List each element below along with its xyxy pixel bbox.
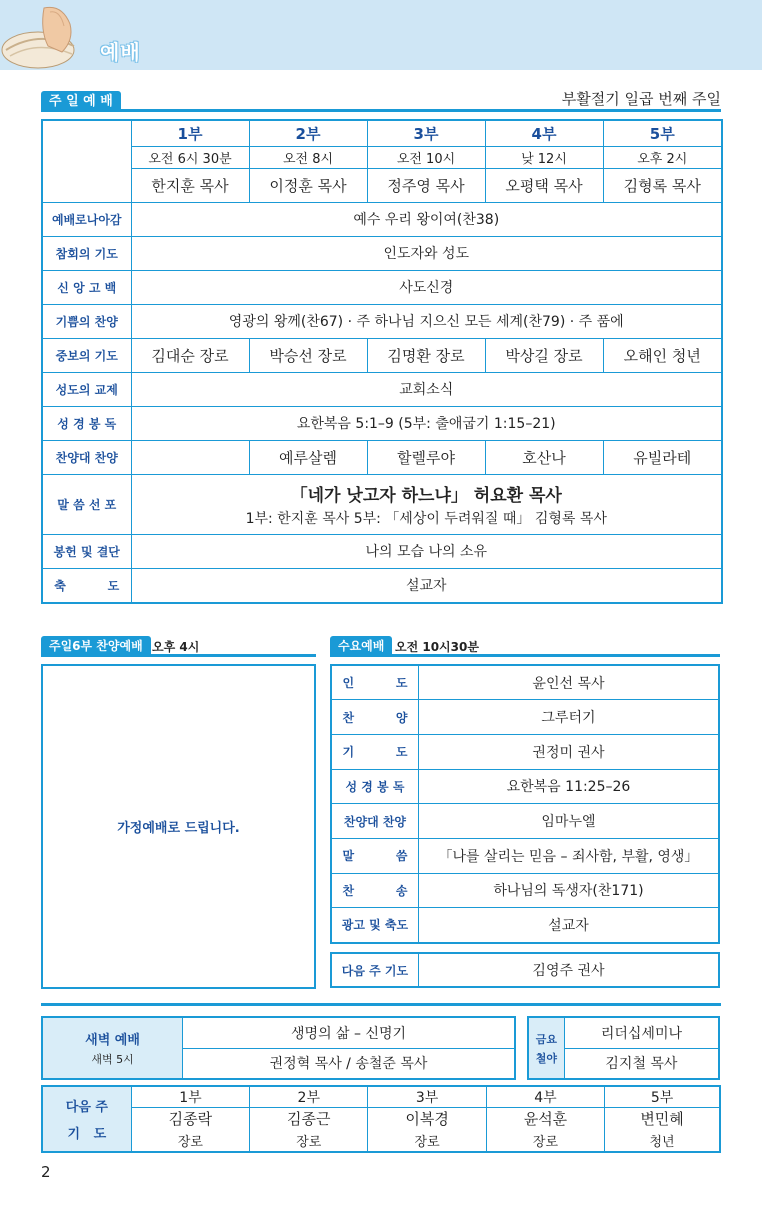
part-2: 2부 xyxy=(249,120,367,146)
time-1: 오전 6시 30분 xyxy=(131,146,249,168)
worship6-tab: 주일6부 찬양예배 xyxy=(41,636,151,656)
offering-label: 봉헌 및 결단 xyxy=(42,534,131,568)
intercession-label: 중보의 기도 xyxy=(42,338,131,372)
wed-row xyxy=(331,908,719,943)
sunday-worship-tab: 주 일 예 배 xyxy=(41,91,121,111)
dawn-label-cell xyxy=(42,1017,183,1079)
praise-row xyxy=(42,304,722,338)
pastor-5: 김형록 목사 xyxy=(603,168,722,202)
section-divider xyxy=(41,1003,721,1006)
next-week-title-1: 장로 xyxy=(131,1130,249,1152)
fellowship-row xyxy=(42,372,722,406)
next-week-prayer-table xyxy=(41,1085,721,1153)
friday-line2: 김지철 목사 xyxy=(564,1048,719,1079)
wed-label-choir: 찬양대 찬양 xyxy=(331,804,418,839)
wed-value-reading: 요한복음 11:25–26 xyxy=(418,769,719,804)
sermon-sub-line: 1부: 한지훈 목사 5부: 「세상이 두려워질 때」 김형록 목사 xyxy=(245,510,607,527)
reading-value: 요한복음 5:1–9 (5부: 출애굽기 1:15–21) xyxy=(131,406,722,440)
choir-3: 할렐루야 xyxy=(367,440,485,474)
confession-value: 인도자와 성도 xyxy=(131,236,722,270)
praise-value: 영광의 왕께(찬67) · 주 하나님 지으신 모든 세계(찬79) · 주 품에 xyxy=(131,304,722,338)
worship6-time: 오후 4시 xyxy=(152,640,200,654)
intercession-1: 김대순 장로 xyxy=(131,338,249,372)
reading-label: 성 경 봉 독 xyxy=(42,406,131,440)
wed-label-sermon: 말 씀 xyxy=(331,838,418,873)
offering-row xyxy=(42,534,722,568)
praise-label: 기쁨의 찬양 xyxy=(42,304,131,338)
sunday-worship-table xyxy=(41,119,723,604)
time-4: 낮 12시 xyxy=(485,146,603,168)
wed-value-choir: 임마누엘 xyxy=(418,804,719,839)
creed-row xyxy=(42,270,722,304)
times-row xyxy=(42,146,722,168)
wed-value-sermon: 「나를 살리는 믿음 – 죄사함, 부활, 영생」 xyxy=(418,838,719,873)
fellowship-value: 교회소식 xyxy=(131,372,722,406)
next-week-name-1: 김종락 xyxy=(131,1108,249,1130)
friday-label-top: 금요 xyxy=(535,1032,558,1046)
offering-value: 나의 모습 나의 소유 xyxy=(131,534,722,568)
choir-1 xyxy=(131,440,249,474)
sunday-subtitle: 부활절기 일곱 번째 주일 xyxy=(561,90,721,108)
intercession-4: 박상길 장로 xyxy=(485,338,603,372)
dawn-worship-table xyxy=(41,1016,516,1080)
worship6-box xyxy=(41,664,316,989)
header-blank-cell xyxy=(42,120,131,202)
part-3: 3부 xyxy=(367,120,485,146)
next-week-title-2: 장로 xyxy=(250,1130,368,1152)
next-week-name-3: 이복경 xyxy=(368,1108,486,1130)
pastor-2: 이정훈 목사 xyxy=(249,168,367,202)
wed-row xyxy=(331,873,719,908)
procession-label: 예배로나아감 xyxy=(42,202,131,236)
sermon-main-title: 「네가 낫고자 하느냐」 허요환 목사 xyxy=(290,485,562,506)
intercession-5: 오해인 청년 xyxy=(603,338,722,372)
wednesday-time: 오전 10시30분 xyxy=(395,640,479,654)
next-week-part-4: 4부 xyxy=(486,1086,604,1108)
next-week-title-4: 장로 xyxy=(486,1130,604,1152)
choir-2: 예루살렘 xyxy=(249,440,367,474)
intercession-2: 박승선 장로 xyxy=(249,338,367,372)
wed-value-leader: 윤인선 목사 xyxy=(418,665,719,700)
part-5: 5부 xyxy=(603,120,722,146)
next-week-label-top: 다음 주 xyxy=(65,1099,108,1115)
dawn-title: 새벽 예배 xyxy=(85,1033,140,1048)
friday-label-bottom: 철야 xyxy=(535,1051,558,1065)
benediction-label: 축 도 xyxy=(42,568,131,603)
next-week-name-4: 윤석훈 xyxy=(486,1108,604,1130)
intercession-3: 김명환 장로 xyxy=(367,338,485,372)
confession-label: 참회의 기도 xyxy=(42,236,131,270)
wed-label-leader: 인 도 xyxy=(331,665,418,700)
time-5: 오후 2시 xyxy=(603,146,722,168)
next-week-name-5: 변민혜 xyxy=(605,1108,720,1130)
wed-label-praise: 찬 양 xyxy=(331,700,418,735)
next-week-label-cell xyxy=(42,1086,131,1152)
wed-label-prayer: 기 도 xyxy=(331,734,418,769)
wed-label-announce: 광고 및 축도 xyxy=(331,908,418,943)
page-header-title: 예배 xyxy=(100,40,141,64)
pastor-4: 오평택 목사 xyxy=(485,168,603,202)
part-4: 4부 xyxy=(485,120,603,146)
pastors-row xyxy=(42,168,722,202)
next-week-title-5: 청년 xyxy=(605,1130,720,1152)
wed-value-hymn: 하나님의 독생자(찬171) xyxy=(418,873,719,908)
parts-row xyxy=(42,120,722,146)
intercession-row xyxy=(42,338,722,372)
next-week-part-5: 5부 xyxy=(605,1086,720,1108)
wed-label-reading: 성 경 봉 독 xyxy=(331,769,418,804)
next-week-part-3: 3부 xyxy=(368,1086,486,1108)
confession-row xyxy=(42,236,722,270)
worship6-message: 가정예배로 드립니다. xyxy=(117,821,240,836)
wed-row xyxy=(331,769,719,804)
choir-4: 호산나 xyxy=(485,440,603,474)
wed-value-prayer: 권정미 권사 xyxy=(418,734,719,769)
sunday-section-line xyxy=(41,109,721,112)
sermon-label: 말 씀 선 포 xyxy=(42,474,131,534)
pastor-1: 한지훈 목사 xyxy=(131,168,249,202)
next-prayer-label: 다음 주 기도 xyxy=(331,953,418,987)
next-week-part-1: 1부 xyxy=(131,1086,249,1108)
part-1: 1부 xyxy=(131,120,249,146)
wed-row xyxy=(331,700,719,735)
wed-row xyxy=(331,665,719,700)
fellowship-label: 성도의 교제 xyxy=(42,372,131,406)
wednesday-tab: 수요예배 xyxy=(330,636,392,656)
friday-label-cell xyxy=(528,1017,564,1079)
wednesday-next-prayer-table xyxy=(330,952,720,988)
praying-hands-bible-icon xyxy=(0,0,95,70)
friday-vigil-table xyxy=(527,1016,720,1080)
next-week-title-3: 장로 xyxy=(368,1130,486,1152)
procession-row xyxy=(42,202,722,236)
choir-label: 찬양대 찬양 xyxy=(42,440,131,474)
next-prayer-value: 김영주 권사 xyxy=(418,953,719,987)
wednesday-section-line xyxy=(330,654,720,657)
choir-row xyxy=(42,440,722,474)
dawn-time: 새벽 5시 xyxy=(91,1053,134,1066)
creed-label: 신 앙 고 백 xyxy=(42,270,131,304)
creed-value: 사도신경 xyxy=(131,270,722,304)
time-3: 오전 10시 xyxy=(367,146,485,168)
wed-row xyxy=(331,838,719,873)
wed-value-announce: 설교자 xyxy=(418,908,719,943)
dawn-line1: 생명의 삶 – 신명기 xyxy=(183,1017,515,1048)
choir-5: 유빌라테 xyxy=(603,440,722,474)
friday-line1: 리더십세미나 xyxy=(564,1017,719,1048)
benediction-value: 설교자 xyxy=(131,568,722,603)
wednesday-table xyxy=(330,664,720,944)
sermon-row xyxy=(42,474,722,534)
wed-row xyxy=(331,804,719,839)
next-week-name-2: 김종근 xyxy=(250,1108,368,1130)
procession-value: 예수 우리 왕이여(찬38) xyxy=(131,202,722,236)
benediction-row xyxy=(42,568,722,603)
page-number: 2 xyxy=(41,1163,51,1181)
next-week-label-bottom: 기 도 xyxy=(67,1126,107,1142)
next-week-part-2: 2부 xyxy=(250,1086,368,1108)
time-2: 오전 8시 xyxy=(249,146,367,168)
pastor-3: 정주영 목사 xyxy=(367,168,485,202)
sermon-cell xyxy=(131,474,722,534)
dawn-line2: 권정혁 목사 / 송철준 목사 xyxy=(183,1048,515,1079)
wed-value-praise: 그루터기 xyxy=(418,700,719,735)
wed-label-hymn: 찬 송 xyxy=(331,873,418,908)
worship6-section-line xyxy=(41,654,316,657)
wed-row xyxy=(331,734,719,769)
reading-row xyxy=(42,406,722,440)
